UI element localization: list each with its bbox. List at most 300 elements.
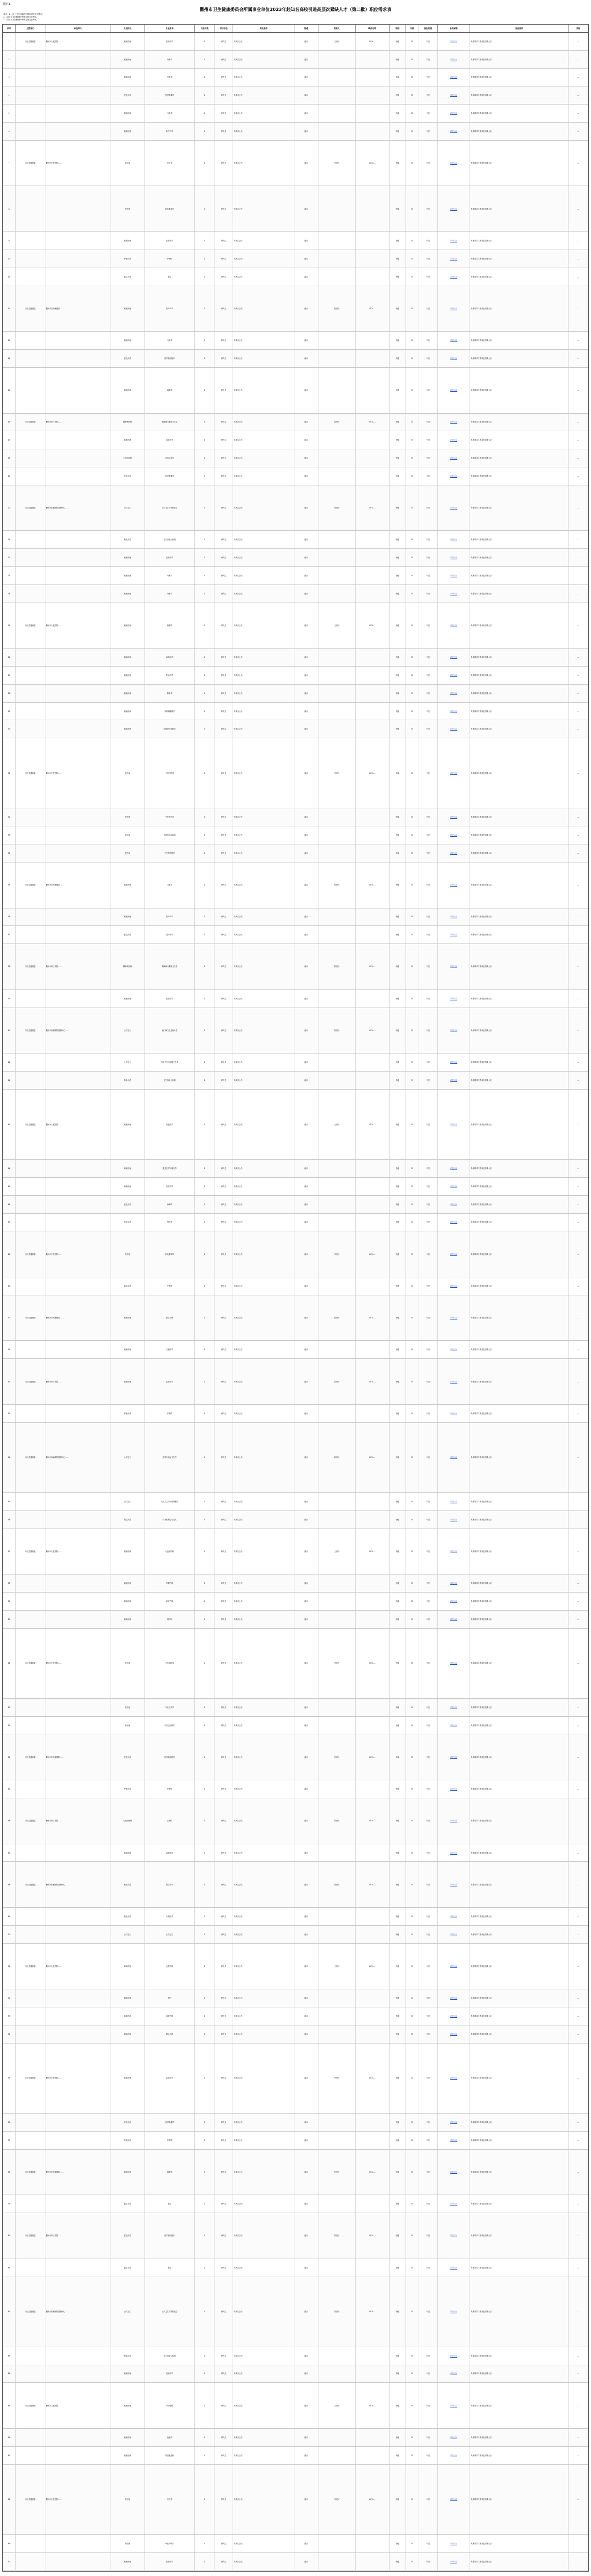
contact-person-cell: [318, 1493, 356, 1510]
signup-email-cell[interactable]: 详见公告: [438, 1295, 471, 1341]
post-category-cell: 专技: [419, 2429, 438, 2446]
contact-phone-cell: [356, 703, 390, 720]
post-category-cell: 专技: [419, 2132, 438, 2149]
signup-email-cell[interactable]: 详见公告: [438, 1780, 471, 1798]
contact-person-cell: 陈老师: [318, 1359, 356, 1404]
signup-email-cell[interactable]: 详见公告: [438, 1574, 471, 1592]
signup-email-cell[interactable]: 详见公告: [438, 2429, 471, 2446]
education-cell: 研究生: [215, 414, 233, 431]
signup-email-cell[interactable]: 详见公告: [438, 141, 471, 186]
professional-title-cell: 中级: [390, 2025, 406, 2043]
unit-intro-cell: [45, 1926, 111, 1943]
post-category-cell: 专技: [419, 844, 438, 862]
other-conditions-cell: 见单位公告: [233, 1008, 294, 1053]
signup-email-cell[interactable]: 详见公告: [438, 414, 471, 431]
major-requirement-cell: 中西医结合临床: [145, 826, 195, 844]
headcount-cell: 1: [195, 1780, 215, 1798]
remarks-cell: 具体要求详见单位招聘公告: [470, 431, 569, 449]
major-requirement-cell: 麻醉学: [145, 2150, 195, 2195]
signup-email-cell[interactable]: 详见公告: [438, 51, 471, 68]
age-limit-cell: 35: [406, 286, 419, 332]
signup-email-cell[interactable]: 详见公告: [438, 2465, 471, 2534]
education-cell: 研究生: [215, 1844, 233, 1862]
contact-phone-cell: [356, 1593, 390, 1610]
row-number-cell: 12: [3, 286, 16, 332]
signup-email-cell[interactable]: 详见公告: [438, 1844, 471, 1862]
signup-email-cell[interactable]: 详见公告: [438, 1178, 471, 1195]
education-cell: 研究生: [215, 232, 233, 250]
other-conditions-cell: 见单位公告: [233, 1341, 294, 1358]
contact-phone-cell: 0570-…: [356, 862, 390, 908]
professional-title-cell: 中级: [390, 2259, 406, 2277]
salary-cell: 面议: [294, 1341, 318, 1358]
headcount-cell: 1: [195, 738, 215, 808]
extra-cell: —: [569, 738, 588, 808]
department-cell: [16, 2007, 45, 2025]
contact-person-cell: 李老师: [318, 738, 356, 808]
position-cell: 医技人员: [111, 1196, 145, 1213]
unit-intro-cell: [45, 2114, 111, 2131]
contact-phone-cell: [356, 51, 390, 68]
remarks-cell: 具体要求详见单位招聘公告: [470, 1008, 569, 1053]
salary-cell: 面议: [294, 2259, 318, 2277]
extra-cell: —: [569, 186, 588, 231]
signup-email-cell[interactable]: 详见公告: [438, 1423, 471, 1492]
signup-email-cell[interactable]: 详见公告: [438, 603, 471, 649]
contact-person-cell: 张老师: [318, 1734, 356, 1780]
signup-email-cell[interactable]: 详见公告: [438, 1989, 471, 2007]
post-category-cell: 专技: [419, 926, 438, 943]
signup-email-cell[interactable]: 详见公告: [438, 2195, 471, 2213]
signup-email-cell[interactable]: 详见公告: [438, 1277, 471, 1295]
post-category-cell: 专技: [419, 449, 438, 467]
department-cell: 市卫生健康委: [16, 286, 45, 332]
unit-intro-cell: [45, 1699, 111, 1716]
signup-email-cell[interactable]: 详见公告: [438, 2535, 471, 2552]
post-category-cell: 专技: [419, 1178, 438, 1195]
header-cell: 待遇: [294, 25, 318, 32]
signup-email-cell[interactable]: 详见公告: [438, 1341, 471, 1358]
position-cell: 临床医师: [111, 105, 145, 122]
contact-person-cell: 张老师: [318, 2150, 356, 2195]
position-cell: 临床医师: [111, 1944, 145, 1989]
signup-email-cell[interactable]: 详见公告: [438, 186, 471, 231]
major-requirement-cell: 妇产科学: [145, 908, 195, 926]
major-requirement-cell: 护理学: [145, 250, 195, 268]
row-number-cell: 21: [3, 531, 16, 548]
table-row: [3, 531, 588, 549]
unit-intro-cell: [45, 844, 111, 862]
contact-person-cell: [318, 808, 356, 826]
other-conditions-cell: 见单位公告: [233, 2347, 294, 2365]
professional-title-cell: 中级: [390, 926, 406, 943]
signup-email-cell[interactable]: 详见公告: [438, 944, 471, 989]
age-limit-cell: 35: [406, 926, 419, 943]
contact-phone-cell: [356, 2025, 390, 2043]
signup-email-cell[interactable]: 详见公告: [438, 1862, 471, 1907]
remarks-cell: 具体要求详见单位招聘公告: [470, 990, 569, 1008]
signup-email-cell[interactable]: 详见公告: [438, 1053, 471, 1071]
signup-email-cell[interactable]: 详见公告: [438, 2114, 471, 2131]
education-cell: 研究生: [215, 685, 233, 702]
signup-email-cell[interactable]: 详见公告: [438, 1611, 471, 1628]
signup-email-cell[interactable]: 详见公告: [438, 1529, 471, 1574]
contact-person-cell: [318, 2447, 356, 2464]
contact-phone-cell: 0570-…: [356, 2277, 390, 2347]
signup-email-cell[interactable]: 详见公告: [438, 332, 471, 349]
salary-cell: 面议: [294, 1629, 318, 1698]
age-limit-cell: 35: [406, 86, 419, 104]
contact-phone-cell: [356, 1926, 390, 1943]
salary-cell: 面议: [294, 467, 318, 485]
remarks-cell: 具体要求详见单位招聘公告: [470, 1629, 569, 1698]
signup-email-cell[interactable]: 详见公告: [438, 808, 471, 826]
position-cell: 临床医师: [111, 286, 145, 332]
signup-email-cell[interactable]: 详见公告: [438, 69, 471, 86]
signup-email-cell[interactable]: 详见公告: [438, 2553, 471, 2571]
remarks-cell: 具体要求详见单位招聘公告: [470, 926, 569, 943]
contact-person-cell: [318, 667, 356, 684]
signup-email-cell[interactable]: 详见公告: [438, 1160, 471, 1177]
signup-email-cell[interactable]: 详见公告: [438, 685, 471, 702]
signup-email-cell[interactable]: 详见公告: [438, 703, 471, 720]
table-row: [3, 51, 588, 69]
signup-email-cell[interactable]: 详见公告: [438, 908, 471, 926]
post-category-cell: 专技: [419, 531, 438, 548]
post-category-cell: 专技: [419, 1926, 438, 1943]
other-conditions-cell: 见单位公告: [233, 1862, 294, 1907]
education-cell: 研究生: [215, 268, 233, 286]
signup-email-cell[interactable]: 详见公告: [438, 1629, 471, 1698]
remarks-cell: 具体要求详见单位招聘公告: [470, 1780, 569, 1798]
major-requirement-cell: 药学: [145, 268, 195, 286]
post-category-cell: 专技: [419, 2465, 438, 2534]
signup-email-cell[interactable]: 详见公告: [438, 350, 471, 367]
post-category-cell: 专技: [419, 1214, 438, 1231]
signup-email-cell[interactable]: 详见公告: [438, 990, 471, 1008]
signup-email-cell[interactable]: 详见公告: [438, 549, 471, 566]
row-number-cell: 74: [3, 2025, 16, 2043]
headcount-cell: 1: [195, 549, 215, 566]
education-cell: 研究生: [215, 1699, 233, 1716]
signup-email-cell[interactable]: 详见公告: [438, 1798, 471, 1844]
contact-phone-cell: [356, 232, 390, 250]
salary-cell: 面议: [294, 449, 318, 467]
education-cell: 研究生: [215, 286, 233, 332]
row-number-cell: 67: [3, 1844, 16, 1862]
remarks-cell: 具体要求详见单位招聘公告: [470, 2259, 569, 2277]
department-cell: [16, 250, 45, 268]
contact-person-cell: 张老师: [318, 1295, 356, 1341]
salary-cell: 面议: [294, 2277, 318, 2347]
post-category-cell: 专技: [419, 1611, 438, 1628]
major-requirement-cell: 药学: [145, 2195, 195, 2213]
signup-email-cell[interactable]: 详见公告: [438, 485, 471, 531]
remarks-cell: 具体要求详见单位招聘公告: [470, 232, 569, 250]
major-requirement-cell: 神经外科: [145, 2007, 195, 2025]
age-limit-cell: 35: [406, 69, 419, 86]
remarks-cell: 具体要求详见单位招聘公告: [470, 1493, 569, 1510]
remarks-cell: 具体要求详见单位招聘公告: [470, 1405, 569, 1422]
signup-email-cell[interactable]: 详见公告: [438, 1231, 471, 1277]
contact-person-cell: 李老师: [318, 2044, 356, 2113]
position-cell: 临床医师: [111, 585, 145, 603]
signup-email-cell[interactable]: 详见公告: [438, 1196, 471, 1213]
extra-cell: —: [569, 1862, 588, 1907]
row-number-cell: 37: [3, 926, 16, 943]
signup-email-cell[interactable]: 详见公告: [438, 431, 471, 449]
row-number-cell: 34: [3, 844, 16, 862]
extra-cell: —: [569, 1699, 588, 1716]
education-cell: 研究生: [215, 2383, 233, 2428]
signup-email-cell[interactable]: 详见公告: [438, 1699, 471, 1716]
contact-person-cell: [318, 1072, 356, 1089]
headcount-cell: 1: [195, 414, 215, 431]
extra-cell: —: [569, 2553, 588, 2571]
headcount-cell: 1: [195, 1717, 215, 1734]
signup-email-cell[interactable]: 详见公告: [438, 2150, 471, 2195]
contact-person-cell: [318, 467, 356, 485]
signup-email-cell[interactable]: 详见公告: [438, 467, 471, 485]
signup-email-cell[interactable]: 详见公告: [438, 268, 471, 286]
department-cell: [16, 2114, 45, 2131]
professional-title-cell: 中级: [390, 649, 406, 666]
signup-email-cell[interactable]: 详见公告: [438, 286, 471, 332]
signup-email-cell[interactable]: 详见公告: [438, 926, 471, 943]
unit-intro-cell: [45, 1611, 111, 1628]
salary-cell: 面议: [294, 1214, 318, 1231]
salary-cell: 面议: [294, 1593, 318, 1610]
signup-email-cell[interactable]: 详见公告: [438, 567, 471, 584]
signup-email-cell[interactable]: 详见公告: [438, 2025, 471, 2043]
remarks-cell: 具体要求详见单位招聘公告: [470, 332, 569, 349]
professional-title-cell: 中级: [390, 1277, 406, 1295]
age-limit-cell: 35: [406, 2044, 419, 2113]
unit-intro-cell: [45, 449, 111, 467]
remarks-cell: 具体要求详见单位招聘公告: [470, 826, 569, 844]
contact-phone-cell: [356, 2259, 390, 2277]
contact-phone-cell: [356, 667, 390, 684]
signup-email-cell[interactable]: 详见公告: [438, 449, 471, 467]
extra-cell: —: [569, 1423, 588, 1492]
row-number-cell: 59: [3, 1593, 16, 1610]
position-cell: 医技人员: [111, 1214, 145, 1231]
signup-email-cell[interactable]: 详见公告: [438, 2044, 471, 2113]
headcount-cell: 1: [195, 862, 215, 908]
department-cell: [16, 667, 45, 684]
signup-email-cell[interactable]: 详见公告: [438, 2213, 471, 2259]
signup-email-cell[interactable]: 详见公告: [438, 2007, 471, 2025]
position-cell: 公共卫生: [111, 485, 145, 531]
professional-title-cell: 中级: [390, 1593, 406, 1610]
contact-phone-cell: [356, 1053, 390, 1071]
age-limit-cell: 35: [406, 862, 419, 908]
contact-person-cell: [318, 105, 356, 122]
signup-email-cell[interactable]: 详见公告: [438, 2447, 471, 2464]
signup-email-cell[interactable]: 详见公告: [438, 844, 471, 862]
header-cell: 学历学位: [215, 25, 233, 32]
signup-email-cell[interactable]: 详见公告: [438, 1090, 471, 1159]
unit-intro-cell: [45, 2553, 111, 2571]
headcount-cell: 1: [195, 826, 215, 844]
post-category-cell: 专技: [419, 485, 438, 531]
unit-intro-cell: 衢州市妇幼保健院……: [45, 2150, 111, 2195]
table-row: [3, 2044, 588, 2114]
other-conditions-cell: 见单位公告: [233, 1359, 294, 1404]
signup-email-cell[interactable]: 详见公告: [438, 1359, 471, 1404]
signup-email-cell[interactable]: 详见公告: [438, 862, 471, 908]
signup-email-cell[interactable]: 详见公告: [438, 667, 471, 684]
row-number-cell: 82: [3, 2277, 16, 2347]
table-row: [3, 33, 588, 51]
table-row: [3, 141, 588, 187]
salary-cell: 面议: [294, 1944, 318, 1989]
salary-cell: 面议: [294, 1423, 318, 1492]
salary-cell: 面议: [294, 2195, 318, 2213]
table-row: [3, 332, 588, 350]
post-category-cell: 专技: [419, 1405, 438, 1422]
row-number-cell: 19: [3, 467, 16, 485]
major-requirement-cell: 外科学: [145, 585, 195, 603]
position-cell: 临床医师: [111, 1611, 145, 1628]
department-cell: [16, 1214, 45, 1231]
salary-cell: 面议: [294, 1231, 318, 1277]
table-row: [3, 2007, 588, 2025]
table-row: [3, 1295, 588, 1341]
salary-cell: 面议: [294, 2447, 318, 2464]
table-row: [3, 2465, 588, 2535]
other-conditions-cell: 见单位公告: [233, 286, 294, 332]
education-cell: 研究生: [215, 667, 233, 684]
age-limit-cell: 35: [406, 1629, 419, 1698]
unit-intro-cell: [45, 368, 111, 413]
signup-email-cell[interactable]: 详见公告: [438, 2383, 471, 2428]
unit-intro-cell: [45, 549, 111, 566]
signup-email-cell[interactable]: 详见公告: [438, 1593, 471, 1610]
signup-email-cell[interactable]: 详见公告: [438, 1908, 471, 1925]
signup-email-cell[interactable]: 详见公告: [438, 1944, 471, 1989]
extra-cell: —: [569, 286, 588, 332]
signup-email-cell[interactable]: 详见公告: [438, 2132, 471, 2149]
unit-intro-cell: 衢州市第三医院……: [45, 944, 111, 989]
contact-person-cell: [318, 1574, 356, 1592]
extra-cell: —: [569, 467, 588, 485]
signup-email-cell[interactable]: 详见公告: [438, 1008, 471, 1053]
contact-phone-cell: 0570-…: [356, 2465, 390, 2534]
post-category-cell: 专技: [419, 1844, 438, 1862]
salary-cell: 面议: [294, 1511, 318, 1529]
professional-title-cell: 中级: [390, 2429, 406, 2446]
signup-email-cell[interactable]: 详见公告: [438, 1072, 471, 1089]
headcount-cell: 1: [195, 603, 215, 649]
other-conditions-cell: 见单位公告: [233, 549, 294, 566]
age-limit-cell: 35: [406, 2259, 419, 2277]
other-conditions-cell: 见单位公告: [233, 250, 294, 268]
remarks-cell: 具体要求详见单位招聘公告: [470, 449, 569, 467]
signup-email-cell[interactable]: 详见公告: [438, 105, 471, 122]
headcount-cell: 1: [195, 350, 215, 367]
other-conditions-cell: 见单位公告: [233, 1196, 294, 1213]
signup-email-cell[interactable]: 详见公告: [438, 738, 471, 808]
salary-cell: 面议: [294, 431, 318, 449]
signup-email-cell[interactable]: 详见公告: [438, 2277, 471, 2347]
row-number-cell: 33: [3, 826, 16, 844]
major-requirement-cell: 内科学: [145, 51, 195, 68]
department-cell: [16, 1072, 45, 1089]
major-requirement-cell: 胸心外科: [145, 2025, 195, 2043]
post-category-cell: 专技: [419, 808, 438, 826]
signup-email-cell[interactable]: 详见公告: [438, 1717, 471, 1734]
signup-email-cell[interactable]: 详见公告: [438, 1405, 471, 1422]
signup-email-cell[interactable]: 详见公告: [438, 1493, 471, 1510]
signup-email-cell[interactable]: 详见公告: [438, 2259, 471, 2277]
age-limit-cell: 35: [406, 549, 419, 566]
table-row: [3, 1926, 588, 1944]
signup-email-cell[interactable]: 详见公告: [438, 33, 471, 50]
other-conditions-cell: 见单位公告: [233, 1231, 294, 1277]
signup-email-cell[interactable]: 详见公告: [438, 1511, 471, 1529]
department-cell: [16, 649, 45, 666]
remarks-cell: 具体要求详见单位招聘公告: [470, 1277, 569, 1295]
signup-email-cell[interactable]: 详见公告: [438, 585, 471, 603]
headcount-cell: 1: [195, 2007, 215, 2025]
signup-email-cell[interactable]: 详见公告: [438, 1734, 471, 1780]
signup-email-cell[interactable]: 详见公告: [438, 720, 471, 738]
signup-email-cell[interactable]: 详见公告: [438, 368, 471, 413]
other-conditions-cell: 见单位公告: [233, 2044, 294, 2113]
signup-email-cell[interactable]: 详见公告: [438, 1214, 471, 1231]
signup-email-cell[interactable]: 详见公告: [438, 531, 471, 548]
header-cell: 引进岗位: [111, 25, 145, 32]
education-cell: 研究生: [215, 585, 233, 603]
contact-person-cell: [318, 86, 356, 104]
professional-title-cell: 中级: [390, 703, 406, 720]
signup-email-cell[interactable]: 详见公告: [438, 826, 471, 844]
professional-title-cell: 中级: [390, 720, 406, 738]
extra-cell: —: [569, 585, 588, 603]
signup-email-cell[interactable]: 详见公告: [438, 232, 471, 250]
headcount-cell: 1: [195, 1008, 215, 1053]
row-number-cell: 89: [3, 2535, 16, 2552]
department-cell: 市卫生健康委: [16, 1529, 45, 1574]
position-cell: 精神科医师: [111, 944, 145, 989]
row-number-cell: 77: [3, 2132, 16, 2149]
signup-email-cell[interactable]: 详见公告: [438, 1926, 471, 1943]
other-conditions-cell: 见单位公告: [233, 1405, 294, 1422]
signup-email-cell[interactable]: 详见公告: [438, 649, 471, 666]
extra-cell: —: [569, 2259, 588, 2277]
signup-email-cell[interactable]: 详见公告: [438, 2347, 471, 2365]
salary-cell: 面议: [294, 51, 318, 68]
unit-intro-cell: [45, 1214, 111, 1231]
unit-intro-cell: [45, 1160, 111, 1177]
signup-email-cell[interactable]: 详见公告: [438, 250, 471, 268]
headcount-cell: 1: [195, 1593, 215, 1610]
signup-email-cell[interactable]: 详见公告: [438, 86, 471, 104]
headcount-cell: 1: [195, 2535, 215, 2552]
age-limit-cell: 35: [406, 2429, 419, 2446]
professional-title-cell: 中级: [390, 667, 406, 684]
signup-email-cell[interactable]: 详见公告: [438, 123, 471, 140]
position-cell: 临床医师: [111, 667, 145, 684]
table-row: [3, 926, 588, 944]
salary-cell: 面议: [294, 1529, 318, 1574]
professional-title-cell: 中级: [390, 449, 406, 467]
signup-email-cell[interactable]: 详见公告: [438, 2365, 471, 2383]
contact-phone-cell: 0570-…: [356, 2383, 390, 2428]
remarks-cell: 具体要求详见单位招聘公告: [470, 1908, 569, 1925]
major-requirement-cell: 儿少卫生与妇幼保健学: [145, 1493, 195, 1510]
